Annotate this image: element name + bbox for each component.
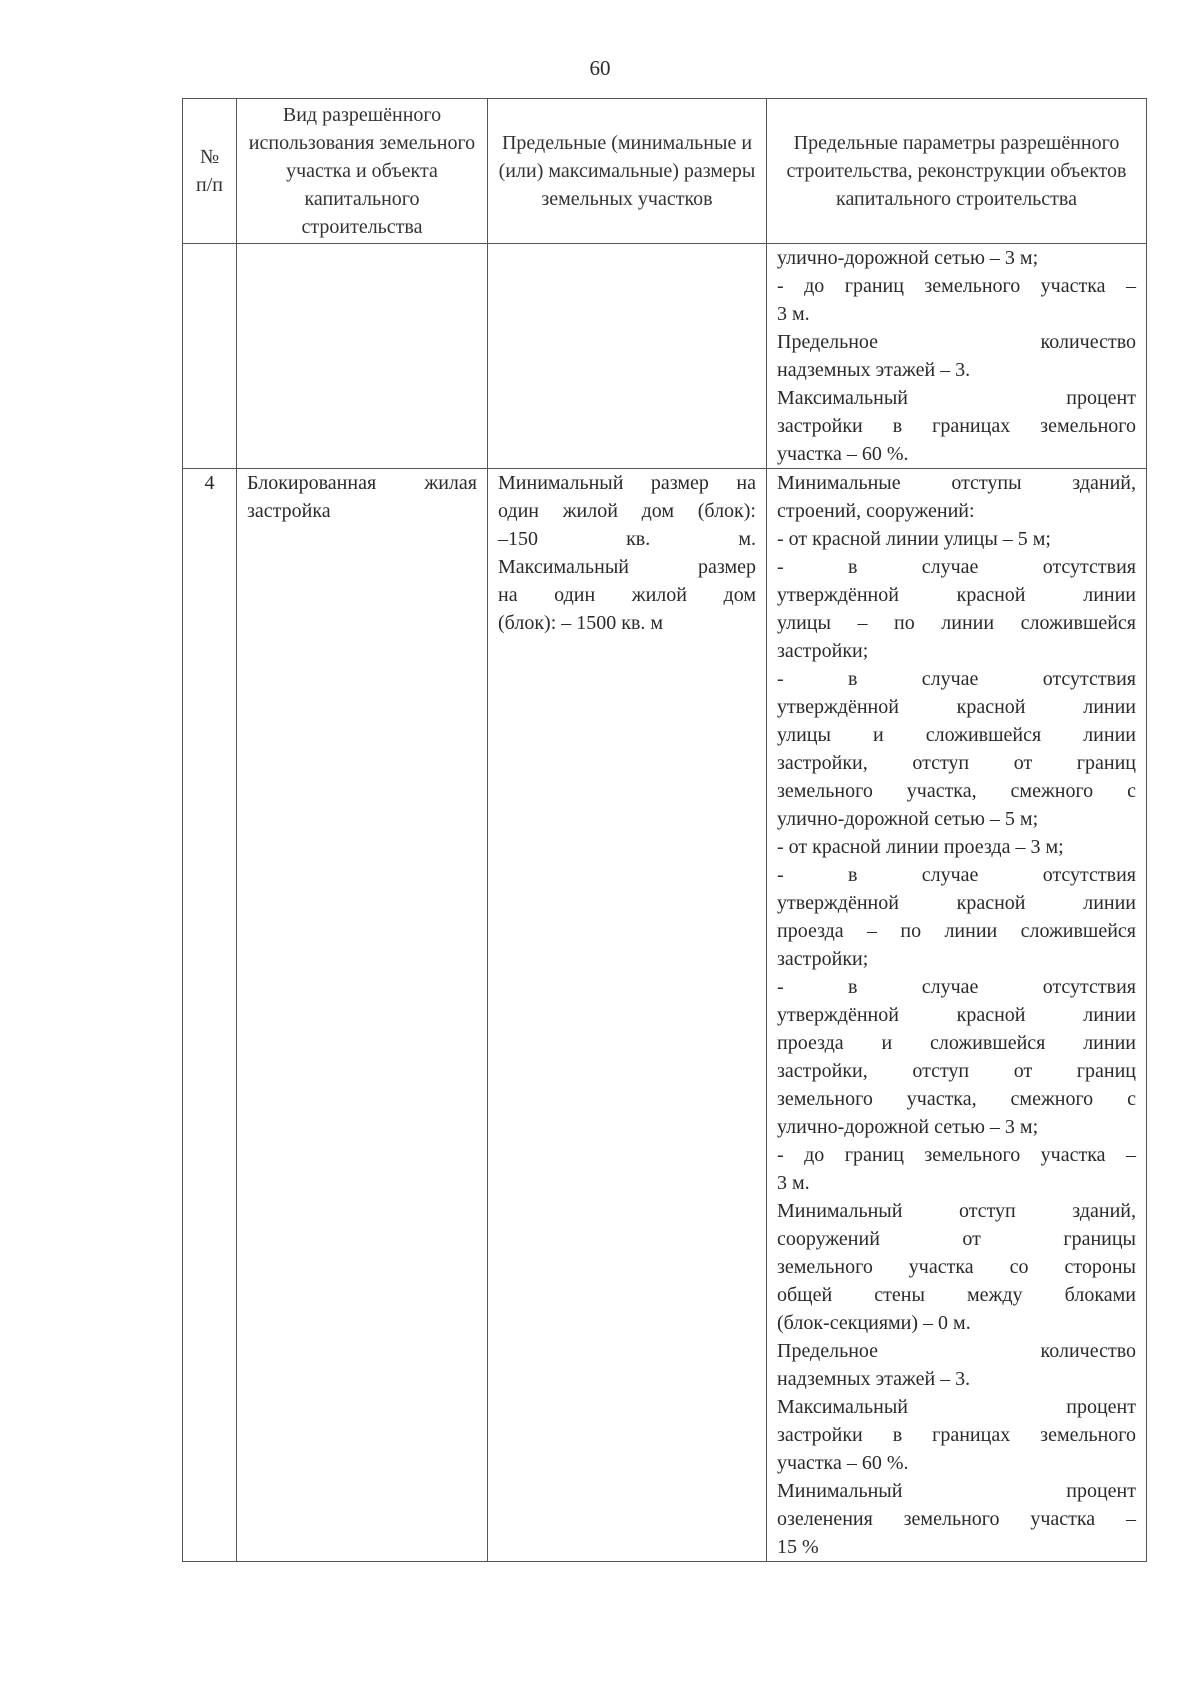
param-line: застройки в границах земельного <box>777 1424 1136 1446</box>
param-line: сооружений от границы <box>777 1228 1136 1250</box>
param-line: застройки, отступ от границ <box>777 752 1136 774</box>
plot-size-cell <box>488 469 767 1562</box>
param-line: утверждённой красной линии <box>777 584 1136 606</box>
param-line: - от красной линии проезда – 3 м; <box>777 836 1064 858</box>
param-line: - в случае отсутствия <box>777 556 1136 578</box>
regulations-table <box>182 98 1147 1562</box>
param-line: утверждённой красной линии <box>777 1004 1136 1026</box>
param-line: - в случае отсутствия <box>777 976 1136 998</box>
header-params: Предельные параметры разрешённого строительства, реконструкции объектов капитального строительства <box>767 99 1147 244</box>
param-line: проезда – по линии сложившейся <box>777 920 1136 942</box>
use-type-cell <box>237 244 488 469</box>
param-line: земельного участка, смежного с <box>777 780 1136 802</box>
param-line: утверждённой красной линии <box>777 892 1136 914</box>
size-line: один жилой дом (блок): <box>498 500 756 522</box>
param-line: земельного участка, смежного с <box>777 1088 1136 1110</box>
param-line: строений, сооружений: <box>777 500 975 522</box>
size-line: Минимальный размер на <box>498 472 756 494</box>
header-num: № п/п <box>183 99 237 244</box>
size-line: на один жилой дом <box>498 584 756 606</box>
param-line: улично-дорожной сетью – 3 м; <box>777 247 1039 269</box>
param-line: надземных этажей – 3. <box>777 359 971 381</box>
param-line: проезда и сложившейся линии <box>777 1032 1136 1054</box>
param-line: улицы и сложившейся линии <box>777 724 1136 746</box>
param-line: - в случае отсутствия <box>777 668 1136 690</box>
param-line: застройки; <box>777 948 869 970</box>
table-row <box>183 244 1147 469</box>
param-line: участка – 60 %. <box>777 443 909 465</box>
param-line: Предельное количество <box>777 1340 1136 1362</box>
param-line: Минимальный процент <box>777 1480 1136 1502</box>
param-line: 3 м. <box>777 1172 810 1194</box>
param-line: общей стены между блоками <box>777 1284 1136 1306</box>
param-line: земельного участка со стороны <box>777 1256 1136 1278</box>
param-line: - до границ земельного участка – <box>777 275 1136 297</box>
param-line: озеленения земельного участка – <box>777 1508 1136 1530</box>
header-size: Предельные (минимальные и (или) максимальные) размеры земельных участков <box>488 99 767 244</box>
param-line: улицы – по линии сложившейся <box>777 612 1136 634</box>
param-line: застройки в границах земельного <box>777 415 1136 437</box>
plot-size-cell <box>488 244 767 469</box>
table-row <box>183 469 1147 1562</box>
param-line: Минимальный отступ зданий, <box>777 1200 1136 1222</box>
param-line: Максимальный процент <box>777 387 1136 409</box>
param-line: улично-дорожной сетью – 3 м; <box>777 1116 1039 1138</box>
table-header-row <box>183 99 1147 244</box>
param-line: - от красной линии улицы – 5 м; <box>777 528 1051 550</box>
param-line: 15 % <box>777 1536 819 1558</box>
build-params-cell <box>767 469 1147 1562</box>
param-line: надземных этажей – 3. <box>777 1368 971 1390</box>
size-line: Максимальный размер <box>498 556 756 578</box>
page-number: 60 <box>589 56 611 80</box>
param-line: Максимальный процент <box>777 1396 1136 1418</box>
table-body <box>183 244 1147 1562</box>
param-line: - до границ земельного участка – <box>777 1144 1136 1166</box>
use-type-cell: Блокированная жилая застройка <box>237 469 488 1562</box>
size-line: (блок): – 1500 кв. м <box>498 612 664 634</box>
param-line: улично-дорожной сетью – 5 м; <box>777 808 1039 830</box>
param-line: 3 м. <box>777 303 810 325</box>
param-line: Минимальные отступы зданий, <box>777 472 1136 494</box>
param-line: (блок-секциями) – 0 м. <box>777 1312 971 1334</box>
build-params-cell <box>767 244 1147 469</box>
size-line: –150 кв. м. <box>498 528 756 550</box>
param-line: застройки; <box>777 640 869 662</box>
param-line: застройки, отступ от границ <box>777 1060 1136 1082</box>
param-line: участка – 60 %. <box>777 1452 909 1474</box>
param-line: - в случае отсутствия <box>777 864 1136 886</box>
header-type: Вид разрешённого использования земельного участка и объекта капитального строительства <box>237 99 488 244</box>
row-number <box>183 244 237 469</box>
param-line: Предельное количество <box>777 331 1136 353</box>
row-number: 4 <box>183 469 237 1562</box>
param-line: утверждённой красной линии <box>777 696 1136 718</box>
